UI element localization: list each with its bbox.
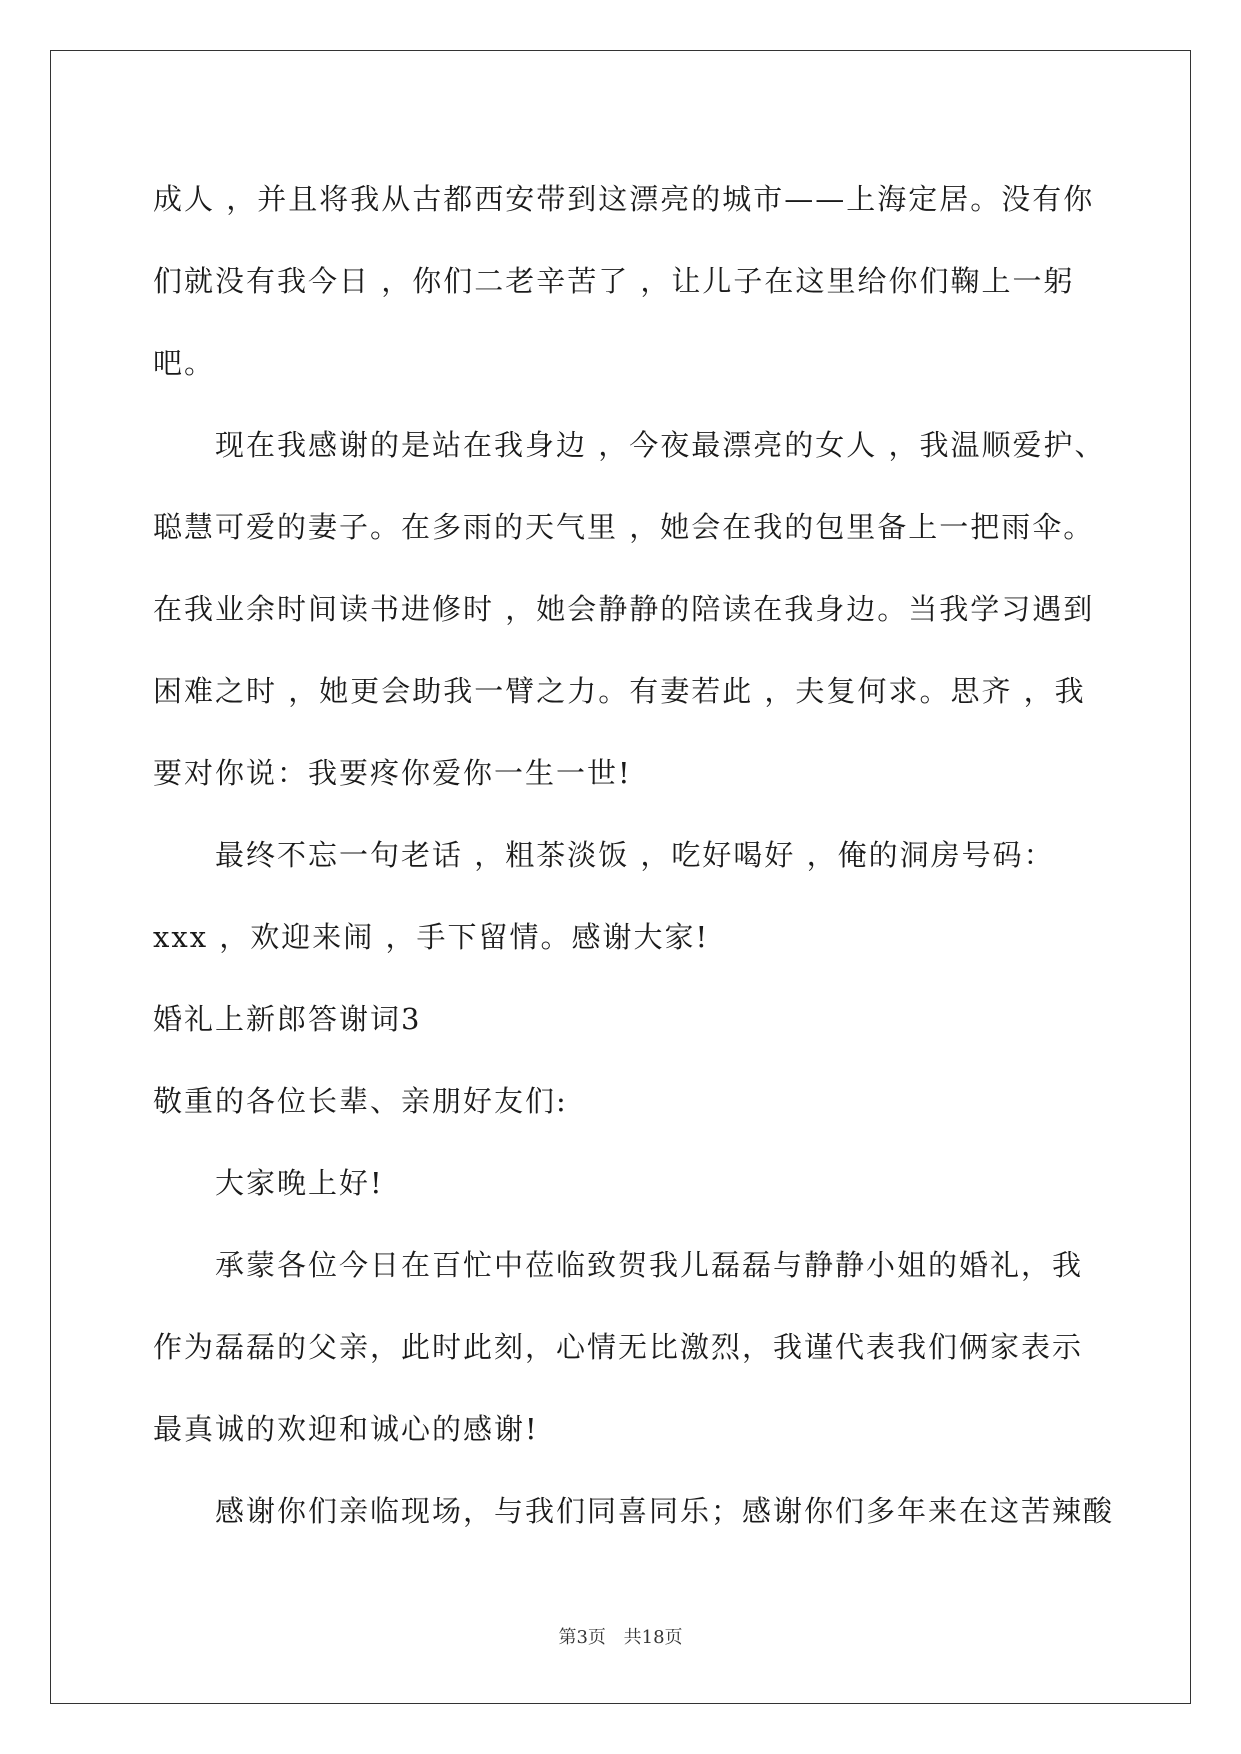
page-number: 第3页 — [558, 1627, 606, 1648]
greeting: 大家晚上好! — [215, 1166, 384, 1200]
text-line: 要对你说：我要疼你爱你一生一世! — [153, 756, 632, 790]
text-line: 最真诚的欢迎和诚心的感谢! — [153, 1412, 539, 1446]
text-line: 在我业余时间读书进修时 ，她会静静的陪读在我身边。当我学习遇到 — [153, 592, 1095, 626]
salutation: 敬重的各位长辈、亲朋好友们: — [153, 1084, 568, 1118]
text-line: 现在我感谢的是站在我身边 ，今夜最漂亮的女人 ，我温顺爱护、 — [215, 428, 1106, 462]
text-line: 最终不忘一句老话 ，粗茶淡饭 ，吃好喝好 ，俺的洞房号码： — [215, 838, 1055, 872]
text-line: 们就没有我今日 ，你们二老辛苦了 ，让儿子在这里给你们鞠上一躬 — [153, 264, 1075, 298]
text-line: 作为磊磊的父亲，此时此刻，心情无比激烈，我谨代表我们俩家表示 — [153, 1330, 1084, 1364]
document-body — [153, 158, 1115, 1552]
text-line: 困难之时 ，她更会助我一臂之力。有妻若此 ，夫复何求。思齐 ，我 — [153, 674, 1086, 708]
section-heading: 婚礼上新郎答谢词3 — [153, 1002, 422, 1036]
text-line: 承蒙各位今日在百忙中莅临致贺我儿磊磊与静静小姐的婚礼，我 — [215, 1248, 1084, 1282]
text-line: 聪慧可爱的妻子。在多雨的天气里 ，她会在我的包里备上一把雨伞。 — [153, 510, 1095, 544]
page-footer — [0, 1623, 1241, 1649]
text-line: 吧。 — [153, 346, 216, 380]
text-line: 感谢你们亲临现场，与我们同喜同乐；感谢你们多年来在这苦辣酸 — [215, 1494, 1115, 1528]
text-line: 成人 ，并且将我从古都西安带到这漂亮的城市——上海定居。没有你 — [153, 182, 1095, 216]
text-line: xxx ，欢迎来闹 ，手下留情。感谢大家! — [153, 920, 710, 954]
page-total: 共18页 — [623, 1627, 683, 1648]
